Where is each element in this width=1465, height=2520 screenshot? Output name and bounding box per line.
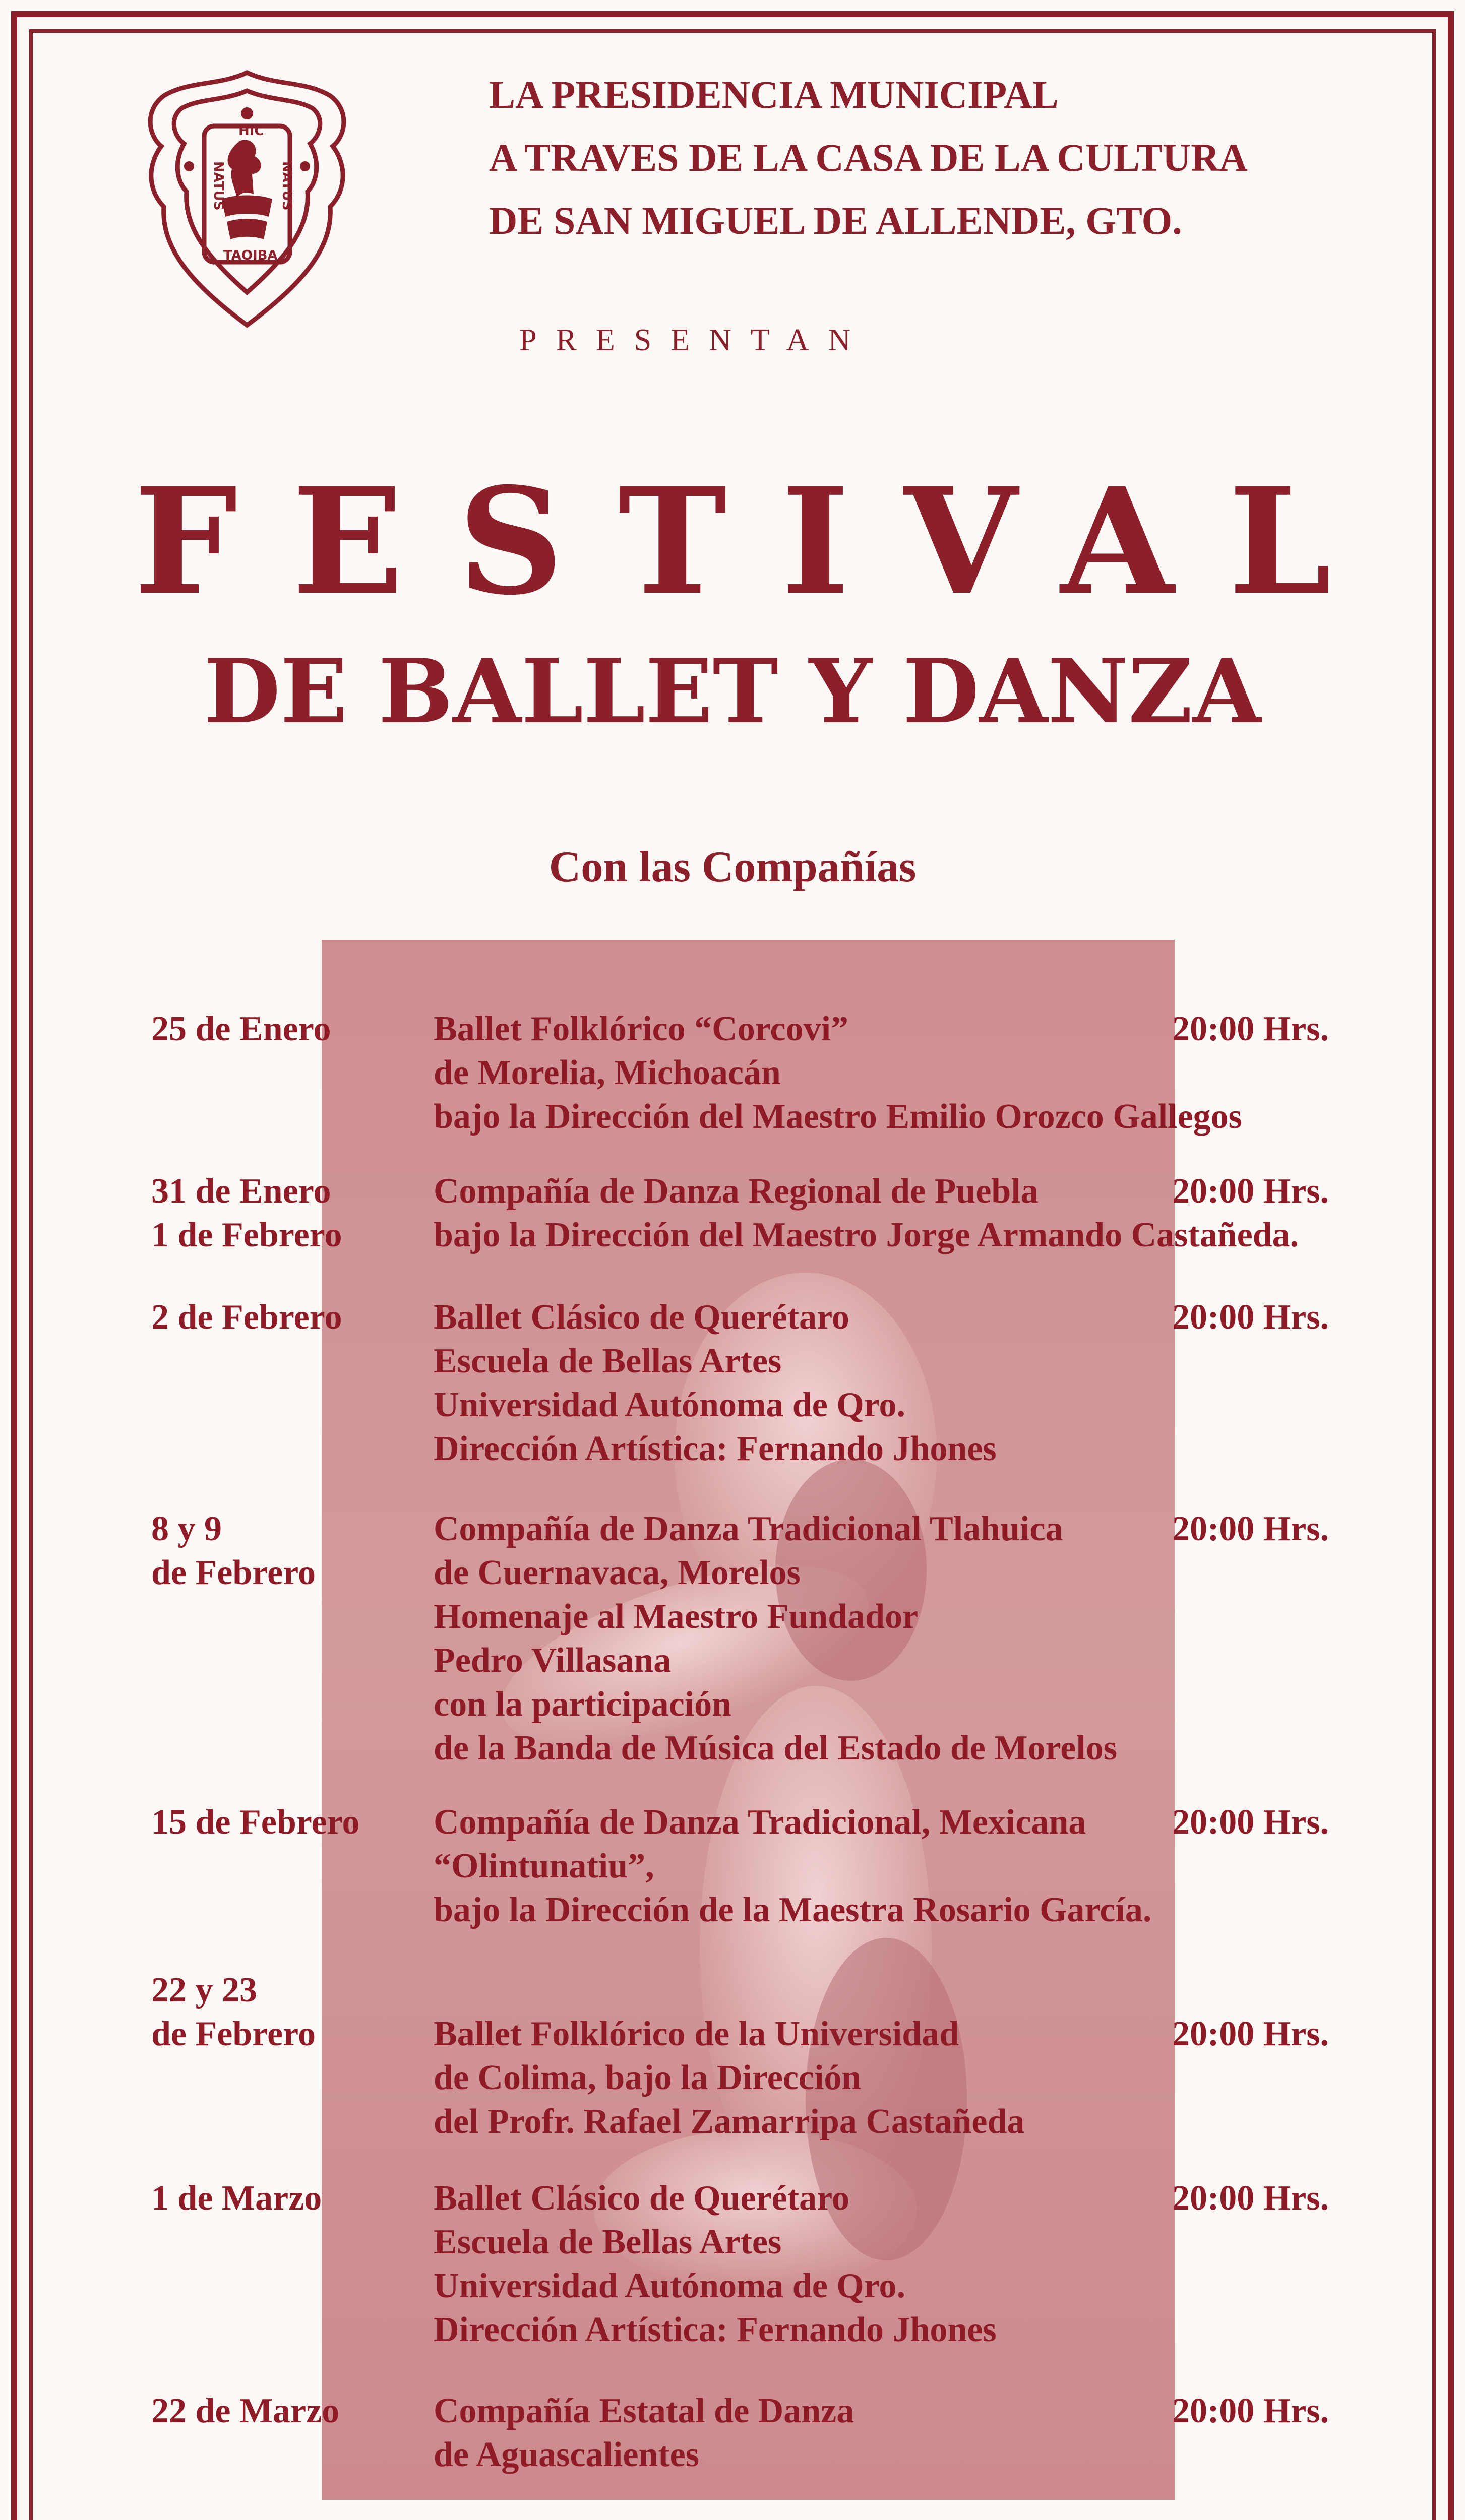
event-date: 1 de Marzo (151, 2179, 322, 2218)
event-time: 20:00 Hrs. (1172, 1010, 1329, 1048)
event-desc-line: bajo la Dirección del Maestro Emilio Orozco Gallegos (434, 1097, 1242, 1136)
event-desc-line: de la Banda de Música del Estado de Morelos (434, 1729, 1118, 1768)
event-date: 2 de Febrero (151, 1298, 342, 1337)
event-date: 22 y 23 (151, 1971, 257, 2009)
event-desc-line: Homenaje al Maestro Fundador (434, 1597, 919, 1636)
event-desc-line: del Profr. Rafael Zamarripa Castañeda (434, 2102, 1025, 2141)
event-desc-line: Dirección Artística: Fernando Jhones (434, 2310, 997, 2349)
event-desc-line: de Morelia, Michoacán (434, 1053, 781, 1092)
event-desc-line: bajo la Dirección del Maestro Jorge Armando Castañeda. (434, 1216, 1299, 1254)
event-desc-line: bajo la Dirección de la Maestra Rosario García. (434, 1891, 1152, 1929)
event-desc-line: de Colima, bajo la Dirección (434, 2058, 862, 2097)
event-desc-line: Compañía de Danza Regional de Puebla (434, 1172, 1039, 1211)
event-desc-line: Compañía de Danza Tradicional, Mexicana (434, 1803, 1086, 1842)
event-time: 20:00 Hrs. (1172, 2179, 1329, 2218)
event-desc-line: Escuela de Bellas Artes (434, 2223, 782, 2261)
event-desc-line: Ballet Clásico de Querétaro (434, 1298, 849, 1337)
event-date: 8 y 9 (151, 1509, 222, 1548)
event-date: de Febrero (151, 1553, 316, 1592)
event-time: 20:00 Hrs. (1172, 2391, 1329, 2430)
event-desc-line: Universidad Autónoma de Qro. (434, 1385, 906, 1424)
event-desc-line: de Aguascalientes (434, 2435, 699, 2474)
event-desc-line: con la participación (434, 1685, 732, 1724)
event-time: 20:00 Hrs. (1172, 1298, 1329, 1337)
event-date: de Febrero (151, 2014, 316, 2053)
crest-motto-top: HIC (238, 123, 264, 139)
event-date: 31 de Enero (151, 1172, 331, 1211)
sponsor-line: DE SAN MIGUEL DE ALLENDE, GTO. (489, 199, 1182, 242)
event-time: 20:00 Hrs. (1172, 1509, 1329, 1548)
event-date: 1 de Febrero (151, 1216, 342, 1254)
event-time: 20:00 Hrs. (1172, 1803, 1329, 1842)
event-desc-line: Universidad Autónoma de Qro. (434, 2266, 906, 2305)
event-date: 15 de Febrero (151, 1803, 360, 1842)
event-desc-line: Ballet Clásico de Querétaro (434, 2179, 849, 2218)
event-desc-line: “Olintunatiu”, (434, 1847, 654, 1885)
event-date: 22 de Marzo (151, 2391, 340, 2430)
festival-subtitle: DE BALLET Y DANZA (204, 640, 1261, 743)
event-time: 20:00 Hrs. (1172, 2014, 1329, 2053)
crest-motto-left: NATUS (211, 161, 226, 211)
presentan-label: PRESENTAN (519, 323, 870, 357)
event-desc-line: de Cuernavaca, Morelos (434, 1553, 801, 1592)
event-desc-line (434, 1968, 1024, 2012)
event-desc-line: Ballet Folklórico de la Universidad (434, 2014, 959, 2053)
event-time: 20:00 Hrs. (1172, 1172, 1329, 1211)
crest-motto-right: NATUS (279, 161, 294, 211)
sponsor-line: LA PRESIDENCIA MUNICIPAL (489, 73, 1059, 116)
companies-heading: Con las Compañías (548, 843, 917, 892)
event-desc-line: Dirección Artística: Fernando Jhones (434, 1429, 997, 1468)
event-desc-line: Compañía de Danza Tradicional Tlahuica (434, 1509, 1063, 1548)
sponsor-line: A TRAVES DE LA CASA DE LA CULTURA (489, 136, 1248, 179)
sponsor-block (489, 63, 1248, 252)
crest-motto-bottom: TAOIBA (223, 248, 278, 263)
event-desc-line: Escuela de Bellas Artes (434, 1342, 782, 1380)
festival-title: FESTIVAL (134, 456, 1386, 627)
municipal-crest-icon (134, 66, 360, 333)
event-desc-line: Pedro Villasana (434, 1641, 672, 1680)
event-desc-line: Compañía Estatal de Danza (434, 2391, 854, 2430)
event-date: 25 de Enero (151, 1010, 331, 1048)
event-desc-line: Ballet Folklórico “Corcovi” (434, 1010, 849, 1048)
